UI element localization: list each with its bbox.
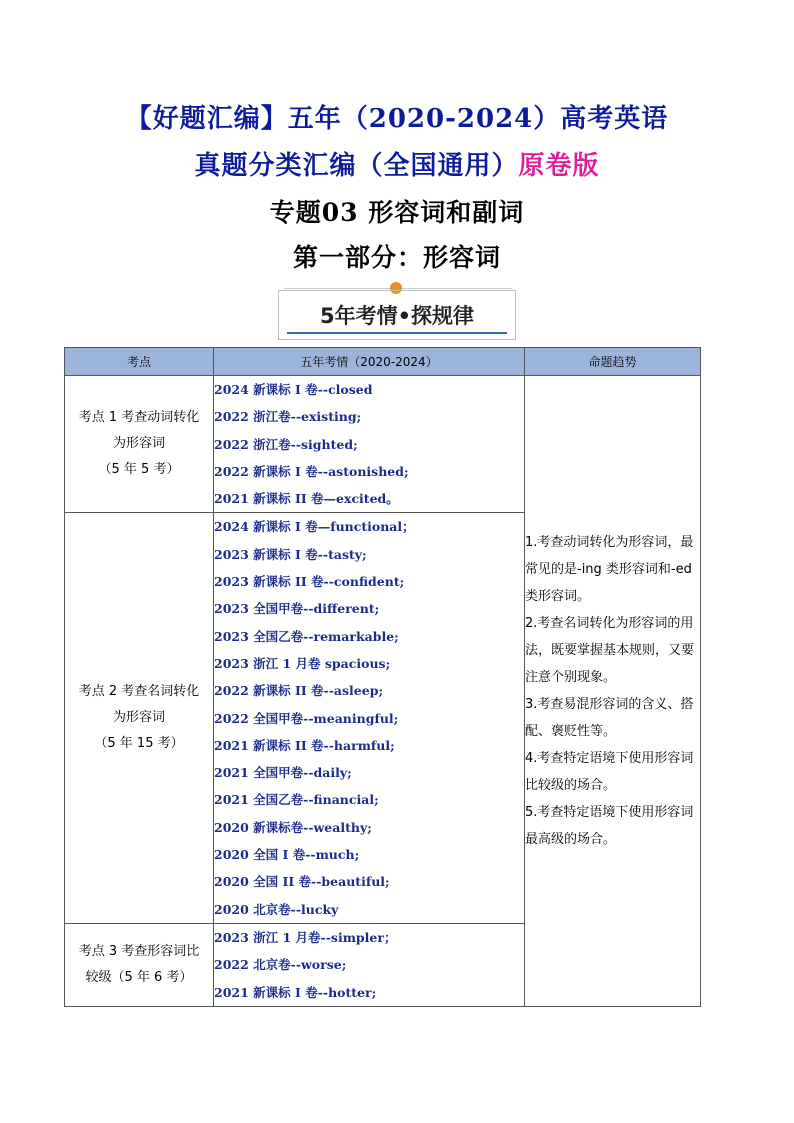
exam-item: 2023 浙江 1 月卷--simpler； bbox=[214, 929, 397, 945]
table-row bbox=[65, 376, 701, 513]
topic-line: 较级（5 年 6 考） bbox=[85, 969, 193, 985]
trend-item: 1.考查动词转化为形容词，最常见的是-ing 类形容词和-ed 类形容词。 bbox=[525, 534, 694, 604]
exam-item: 2020 新课标卷--wealthy; bbox=[214, 819, 372, 835]
trend-cell bbox=[525, 376, 701, 1007]
exam-item: 2023 浙江 1 月卷 spacious; bbox=[214, 655, 391, 671]
topic-line: （5 年 5 考） bbox=[98, 462, 180, 478]
trend-item: 3.考查易混形容词的含义、搭配、褒贬性等。 bbox=[525, 696, 694, 739]
section-title: 第一部分：形容词 bbox=[292, 243, 501, 272]
exam-item: 2022 新课标 I 卷--astonished; bbox=[214, 463, 409, 479]
exam-item: 2022 浙江卷--existing; bbox=[214, 409, 362, 425]
exam-item: 2022 北京卷--worse; bbox=[214, 957, 347, 973]
exam-item: 2023 新课标 I 卷--tasty; bbox=[214, 546, 367, 562]
exam-item: 2022 浙江卷--sighted; bbox=[214, 436, 358, 452]
header-trend: 命题趋势 bbox=[525, 348, 701, 376]
header-topic: 考点 bbox=[65, 348, 214, 376]
title-line-2 bbox=[0, 145, 794, 182]
exam-item: 2021 新课标 I 卷--hotter; bbox=[214, 984, 377, 1000]
exam-item: 2023 全国乙卷--remarkable; bbox=[214, 628, 399, 644]
exam-item: 2020 北京卷--lucky bbox=[214, 901, 339, 917]
header-five-year: 五年考情（2020-2024） bbox=[214, 348, 525, 376]
exam-items-cell bbox=[214, 376, 525, 513]
topic-line: 为形容词 bbox=[112, 436, 165, 452]
table-header-row bbox=[65, 348, 701, 376]
exam-item: 2021 全国甲卷--daily; bbox=[214, 765, 352, 781]
topic-cell bbox=[65, 513, 214, 923]
title-line-2-accent: 原卷版 bbox=[518, 151, 600, 181]
topic-line: 考点 3 考查形容词比 bbox=[78, 943, 200, 959]
exam-item: 2021 新课标 II 卷--harmful; bbox=[214, 737, 395, 753]
exam-item: 2022 全国甲卷--meaningful; bbox=[214, 710, 399, 726]
exam-item: 2024 新课标 I 卷--closed bbox=[214, 382, 373, 397]
topic-line: 考点 2 考查名词转化 bbox=[78, 684, 200, 700]
banner bbox=[278, 282, 518, 342]
exam-items-cell bbox=[214, 923, 525, 1006]
exam-item: 2020 全国 I 卷--much; bbox=[214, 847, 360, 863]
topic-line: （5 年 15 考） bbox=[94, 736, 184, 752]
topic-cell bbox=[65, 376, 214, 513]
title-line-1: 【好题汇编】五年（2020-2024）高考英语 bbox=[125, 104, 669, 134]
topic-line: 考点 1 考查动词转化 bbox=[78, 410, 200, 426]
trend-item: 4.考查特定语境下使用形容词比较级的场合。 bbox=[525, 750, 694, 793]
title-line-2-main: 真题分类汇编（全国通用） bbox=[194, 151, 519, 181]
exam-items-cell bbox=[214, 513, 525, 923]
topic-line: 为形容词 bbox=[112, 710, 165, 726]
exam-item: 2023 新课标 II 卷--confident; bbox=[214, 574, 405, 590]
exam-item: 2021 新课标 II 卷—excited。 bbox=[214, 491, 399, 507]
exam-item: 2021 全国乙卷--financial; bbox=[214, 792, 379, 808]
topic-title: 专题03 形容词和副词 bbox=[269, 198, 525, 227]
exam-analysis-table bbox=[64, 347, 701, 1007]
exam-item: 2020 全国 II 卷--beautiful; bbox=[214, 874, 390, 890]
exam-item: 2024 新课标 I 卷—functional； bbox=[214, 519, 415, 535]
exam-item: 2023 全国甲卷--different; bbox=[214, 601, 380, 617]
trend-item: 2.考查名词转化为形容词的用法，既要掌握基本规则，又要注意个别现象。 bbox=[525, 615, 695, 685]
exam-item: 2022 新课标 II 卷--asleep; bbox=[214, 683, 384, 699]
topic-cell bbox=[65, 923, 214, 1006]
banner-label: 5年考情•探规律 bbox=[278, 290, 516, 340]
trend-item: 5.考查特定语境下使用形容词最高级的场合。 bbox=[525, 804, 694, 847]
